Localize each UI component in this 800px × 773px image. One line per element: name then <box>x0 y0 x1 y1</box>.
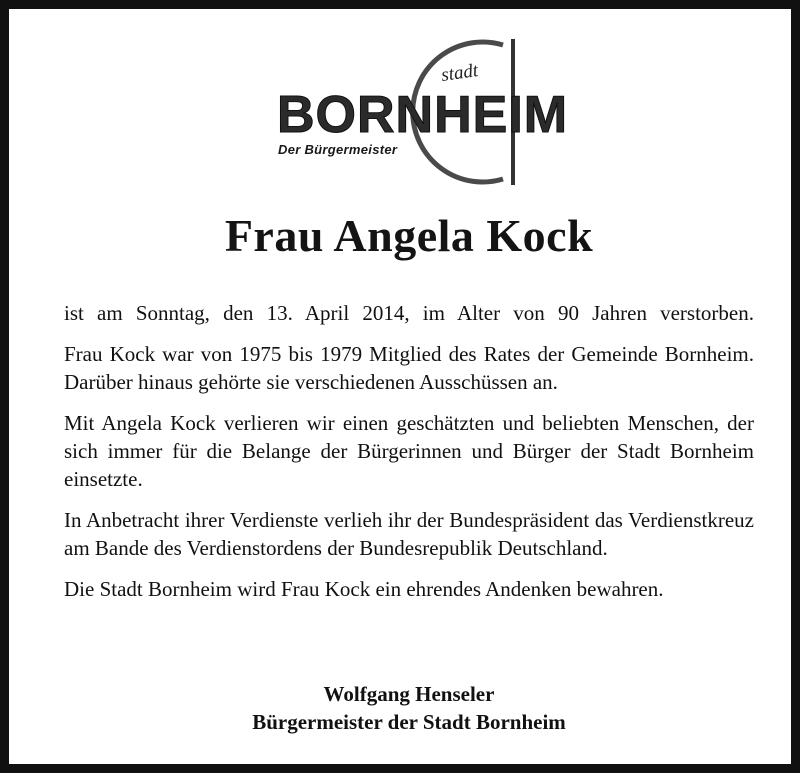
paragraph-remembrance: Die Stadt Bornheim wird Frau Kock ein ehrendes Andenken bewahren. <box>64 577 664 601</box>
logo-stadt-label: stadt <box>439 60 480 87</box>
notice-body <box>64 299 754 616</box>
bornheim-logo <box>271 37 569 187</box>
signature-title: Bürgermeister der Stadt Bornheim <box>252 710 566 734</box>
paragraph-death-date: ist am Sonntag, den 13. April 2014, im Alter von 90 Jahren verstorben. <box>64 301 754 325</box>
paragraph-tribute: Mit Angela Kock verlieren wir einen geschätzten und beliebten Menschen, der sich immer für die Belange der Bürgerinnen und Bürger der Stadt Bornheim einsetzte. <box>64 411 754 491</box>
deceased-name-title: Frau Angela Kock <box>224 210 594 261</box>
paragraph-award: In Anbetracht ihrer Verdienste verlieh ihr der Bundespräsident das Verdienstkreuz am Bande des Verdienstordens der Bundesrepublik Deutschland. <box>64 508 754 560</box>
signature-block <box>9 680 800 736</box>
signature-name: Wolfgang Henseler <box>323 682 495 706</box>
logo-wordmark: BORNHEIM <box>277 86 569 144</box>
paragraph-council-membership: Frau Kock war von 1975 bis 1979 Mitglied des Rates der Gemeinde Bornheim. Darüber hinaus gehörte sie verschiedenen Ausschüssen an. <box>64 342 754 394</box>
logo-subtitle: Der Bürgermeister <box>278 142 398 157</box>
